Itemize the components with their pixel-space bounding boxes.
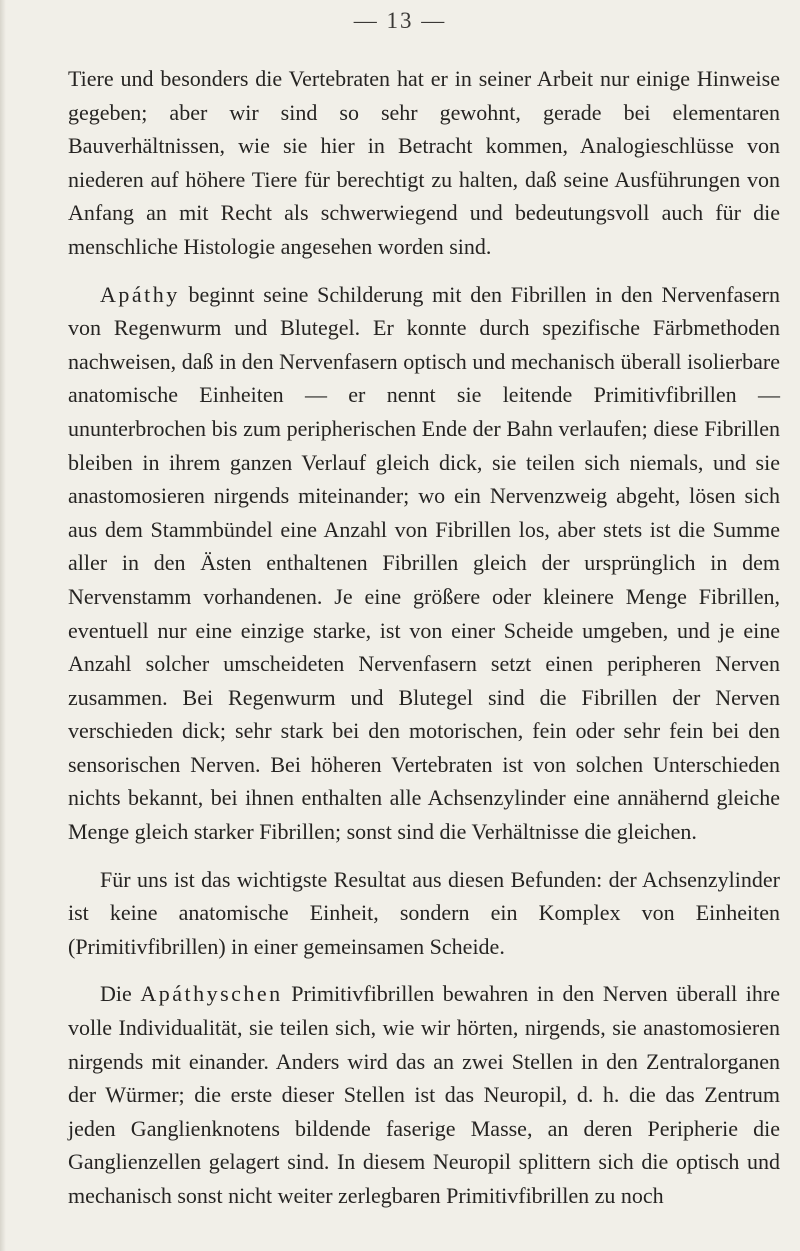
page-edge-shadow — [0, 0, 6, 1251]
paragraph-3 — [68, 863, 780, 964]
author-name-apathy: Apáthy — [100, 281, 180, 307]
page-number: — 13 — — [353, 8, 447, 33]
paragraph-1 — [68, 62, 780, 264]
paragraph-2 — [68, 278, 780, 849]
paragraph-3-text: Für uns ist das wichtigste Resultat aus diesen Befunden: der Achsenzylinder ist keine anatomische Einheit, sondern ein Komplex von Einheiten (Primitivfibrillen) in einer gemeinsamen Scheide. — [68, 866, 780, 959]
author-name-apathyschen: Apáthyschen — [140, 981, 283, 1007]
paragraph-2-text: beginnt seine Schilderung mit den Fibrillen in den Nervenfasern von Regenwurm und Blutegel. Er konnte durch spezifische Färbmethoden nachweisen, daß in den Nervenfasern optisch und mechanisch überall isolierbare anatomische Einheiten — er nennt sie leitende Primitivfibrillen — ununterbrochen bis zum peripherischen Ende der Bahn verlaufen; diese Fibrillen bleiben in ihrem ganzen Verlauf gleich dick, sie teilen sich niemals, und sie anastomosieren nirgends miteinander; wo ein Nervenzweig abgeht, lösen sich aus dem Stammbündel eine Anzahl von Fibrillen los, aber stets ist die Summe aller in den Ästen enthaltenen Fibrillen gleich der ursprünglich in dem Nervenstamm vorhandenen. Je eine größere oder kleinere Menge Fibrillen, eventuell nur eine einzige starke, ist von einer Scheide umgeben, und je eine Anzahl solcher umscheideten Nervenfasern setzt einen peripheren Nerven zusammen. Bei Regenwurm und Blutegel sind die Fibrillen der Nerven verschieden dick; sehr stark bei den motorischen, fein oder sehr fein bei den sensorischen Nerven. Bei höheren Vertebraten ist von solchen Unterschieden nichts bekannt, bei ihnen enthalten alle Achsenzylinder eine annähernd gleiche Menge gleich starker Fibrillen; sonst sind die Verhältnisse die gleichen. — [68, 281, 780, 845]
body-text — [68, 62, 780, 1213]
paragraph-4 — [68, 977, 780, 1212]
paragraph-4-text: Primitivfibrillen bewahren in den Nerven überall ihre volle Individualität, sie teilen sich, wie wir hörten, nirgends, sie anastomosieren nirgends mit einander. Anders wird das an zwei Stellen in den Zentralorganen der Würmer; die erste dieser Stellen ist das Neuropil, d. h. die das Zentrum jeden Ganglienknotens bildende faserige Masse, an deren Peripherie die Ganglienzellen gelagert sind. In diesem Neuropil splittern sich die optisch und mechanisch sonst nicht weiter zerlegbaren Primitivfibrillen zu noch — [68, 981, 780, 1208]
paragraph-1-text: Tiere und besonders die Vertebraten hat er in seiner Arbeit nur einige Hinweise gegeben; aber wir sind so sehr gewohnt, gerade bei elementaren Bauverhältnissen, wie sie hier in Betracht kommen, Analogieschlüsse von niederen auf höhere Tiere für berechtigt zu halten, daß seine Ausführungen von Anfang an mit Recht als schwerwiegend und bedeutungsvoll auch für die menschliche Histologie angesehen worden sind. — [68, 66, 780, 259]
paragraph-4-pre: Die — [100, 981, 141, 1007]
